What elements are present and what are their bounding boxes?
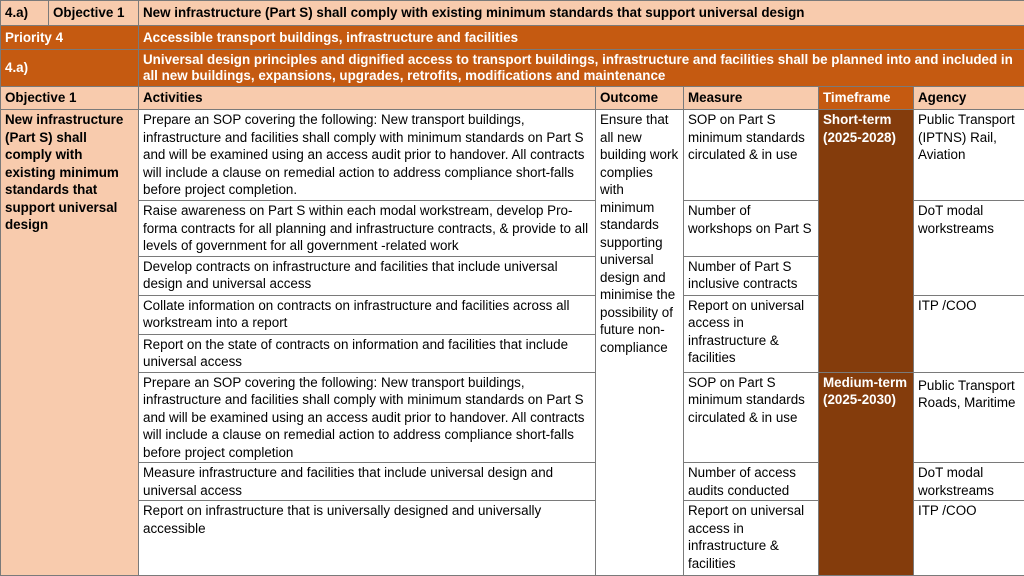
col-agency: Agency <box>914 87 1024 110</box>
timeframe-short: Short-term (2025-2028) <box>819 110 914 373</box>
header-ref: 4.a) <box>1 1 49 26</box>
agency-item: ITP /COO <box>914 295 1024 372</box>
col-measure: Measure <box>684 87 819 110</box>
col-outcome: Outcome <box>596 87 684 110</box>
measure-item: Number of workshops on Part S <box>684 201 819 257</box>
activity-item: Report on the state of contracts on information and facilities that include universal access <box>139 334 596 372</box>
col-objective: Objective 1 <box>1 87 139 110</box>
timeframe-medium: Medium-term (2025-2030) <box>819 372 914 576</box>
activity-item: Raise awareness on Part S within each modal workstream, develop Pro-forma contracts for all planning and infrastructure contracts, & provide to all levels of government for all government -related work <box>139 201 596 257</box>
measure-item: Number of access audits conducted <box>684 463 819 501</box>
activity-item: Measure infrastructure and facilities that include universal design and universal access <box>139 463 596 501</box>
measure-item: Number of Part S inclusive contracts <box>684 256 819 295</box>
agency-item: DoT modal workstreams <box>914 201 1024 296</box>
activity-item: Prepare an SOP covering the following: New transport buildings, infrastructure and facilities shall comply with minimum standards on Part S and will be examined using an access audit prior to handover. All contracts will include a clause on remedial action to address compliance short-falls before project completion. <box>139 110 596 201</box>
objective-cell: New infrastructure (Part S) shall comply with existing minimum standards that support universal design <box>1 110 139 576</box>
activity-item: Collate information on contracts on infrastructure and facilities across all workstream into a report <box>139 295 596 334</box>
agency-item: DoT modal workstreams <box>914 463 1024 501</box>
priority-label: Priority 4 <box>1 26 139 50</box>
measure-item: SOP on Part S minimum standards circulated & in use <box>684 110 819 201</box>
goal-ref: 4.a) <box>1 50 139 87</box>
agency-item: ITP /COO <box>914 501 1024 576</box>
priority-text: Accessible transport buildings, infrastructure and facilities <box>139 26 1024 50</box>
col-timeframe: Timeframe <box>819 87 914 110</box>
agency-item: Public Transport Roads, Maritime <box>914 372 1024 463</box>
measure-item: SOP on Part S minimum standards circulated & in use <box>684 372 819 463</box>
header-objective-text: New infrastructure (Part S) shall comply with existing minimum standards that support universal design <box>139 1 1024 26</box>
activity-item: Develop contracts on infrastructure and facilities that include universal design and universal access <box>139 256 596 295</box>
outcome-cell: Ensure that all new building work complies with minimum standards supporting universal design and minimise the possibility of future non-compliance <box>596 110 684 576</box>
measure-item: Report on universal access in infrastructure & facilities <box>684 295 819 372</box>
agency-item: Public Transport (IPTNS) Rail, Aviation <box>914 110 1024 201</box>
measure-item: Report on universal access in infrastructure & facilities <box>684 501 819 576</box>
goal-text: Universal design principles and dignified access to transport buildings, infrastructure and facilities shall be planned into and included in all new buildings, expansions, upgrades, retrofits, modifications and maintenance <box>139 50 1024 87</box>
header-objective: Objective 1 <box>49 1 139 26</box>
activity-item: Report on infrastructure that is universally designed and universally accessible <box>139 501 596 576</box>
col-activities: Activities <box>139 87 596 110</box>
activity-item: Prepare an SOP covering the following: New transport buildings, infrastructure and facilities shall comply with minimum standards on Part S and will be examined using an access audit prior to handover. All contracts will include a clause on remedial action to address compliance short-falls before project completion <box>139 372 596 463</box>
